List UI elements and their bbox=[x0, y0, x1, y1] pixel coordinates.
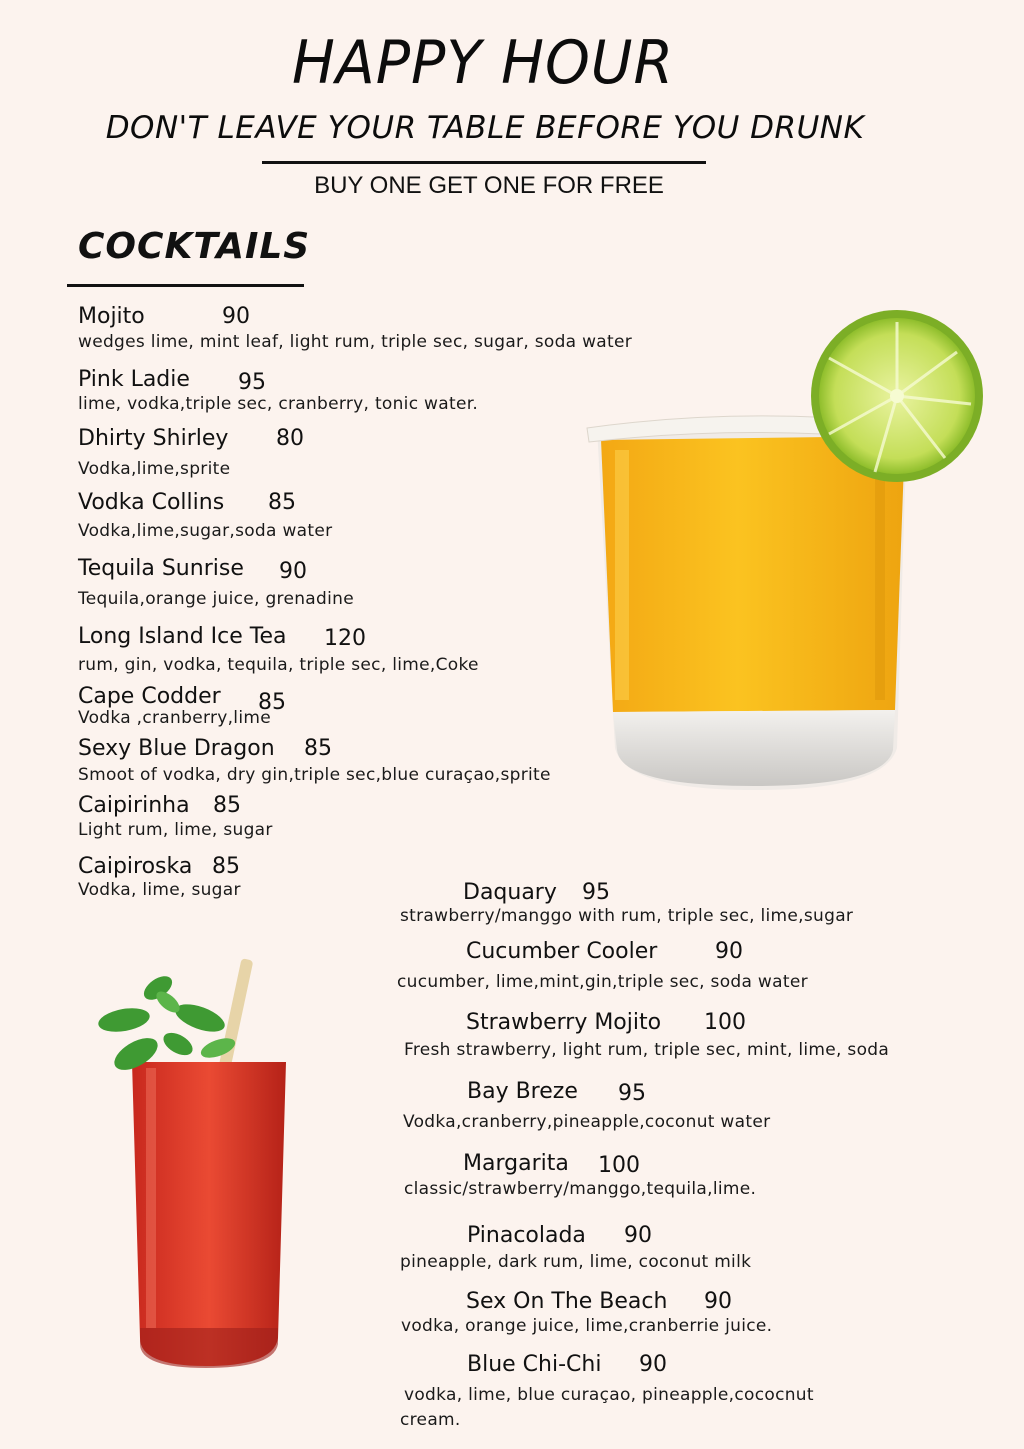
item-description: wedges lime, mint leaf, light rum, triple sec, sugar, soda water bbox=[78, 332, 633, 352]
menu-item bbox=[78, 556, 307, 584]
item-description: rum, gin, vodka, tequila, triple sec, lime,Coke bbox=[78, 655, 479, 675]
item-price: 90 bbox=[704, 1289, 732, 1314]
item-description-continued: cream. bbox=[400, 1410, 461, 1430]
page-title: HAPPY HOUR bbox=[291, 28, 675, 98]
menu-item bbox=[463, 1151, 640, 1178]
item-description: Smoot of vodka, dry gin,triple sec,blue curaçao,sprite bbox=[78, 765, 551, 785]
page-subtitle: DON'T LEAVE YOUR TABLE BEFORE YOU DRUNK bbox=[105, 110, 865, 146]
item-name: Sexy Blue Dragon bbox=[78, 736, 275, 761]
item-name: Daquary bbox=[463, 880, 557, 905]
menu-item bbox=[467, 1223, 652, 1248]
item-description: vodka, orange juice, lime,cranberrie juice. bbox=[401, 1316, 773, 1336]
menu-item bbox=[466, 1289, 732, 1314]
item-name: Pink Ladie bbox=[78, 367, 190, 392]
strawberry-mojito-image bbox=[88, 958, 298, 1378]
section-heading: COCKTAILS bbox=[78, 226, 311, 267]
menu-item bbox=[78, 426, 304, 451]
item-description: classic/strawberry/manggo,tequila,lime. bbox=[404, 1179, 757, 1199]
item-name: Caipirinha bbox=[78, 793, 190, 818]
item-name: Bay Breze bbox=[467, 1079, 578, 1104]
item-name: Cucumber Cooler bbox=[466, 939, 658, 964]
menu-item bbox=[78, 490, 296, 515]
menu-item bbox=[78, 736, 332, 761]
item-name: Tequila Sunrise bbox=[78, 556, 244, 581]
item-description: cucumber, lime,mint,gin,triple sec, soda water bbox=[397, 972, 808, 992]
menu-item bbox=[78, 367, 266, 395]
item-price: 85 bbox=[268, 490, 296, 515]
item-price: 90 bbox=[639, 1352, 667, 1377]
item-price: 85 bbox=[212, 854, 240, 879]
menu-item bbox=[466, 939, 743, 964]
item-description: Fresh strawberry, light rum, triple sec, mint, lime, soda bbox=[404, 1040, 890, 1060]
item-name: Caipiroska bbox=[78, 854, 193, 879]
item-description: vodka, lime, blue curaçao, pineapple,cococnut bbox=[404, 1385, 814, 1405]
item-price: 120 bbox=[324, 626, 366, 651]
menu-item bbox=[78, 624, 366, 651]
item-price: 90 bbox=[715, 939, 743, 964]
item-name: Long Island Ice Tea bbox=[78, 624, 287, 649]
item-name: Pinacolada bbox=[467, 1223, 586, 1248]
item-name: Strawberry Mojito bbox=[466, 1010, 662, 1035]
item-description: Vodka ,cranberry,lime bbox=[78, 708, 271, 728]
menu-item bbox=[78, 684, 286, 715]
item-name: Mojito bbox=[78, 304, 145, 329]
item-price: 85 bbox=[258, 690, 286, 715]
orange-cocktail-image bbox=[585, 300, 995, 800]
promo-text: BUY ONE GET ONE FOR FREE bbox=[314, 172, 664, 199]
item-price: 90 bbox=[279, 559, 307, 584]
item-name: Dhirty Shirley bbox=[78, 426, 229, 451]
item-price: 85 bbox=[213, 793, 241, 818]
item-description: Vodka,lime,sprite bbox=[78, 459, 231, 479]
menu-item bbox=[466, 1010, 746, 1035]
menu-item bbox=[78, 793, 241, 818]
item-description: Vodka, lime, sugar bbox=[78, 880, 241, 900]
item-price: 90 bbox=[624, 1223, 652, 1248]
item-name: Margarita bbox=[463, 1151, 569, 1176]
item-description: strawberry/manggo with rum, triple sec, lime,sugar bbox=[400, 906, 854, 926]
menu-item bbox=[463, 880, 610, 905]
header-divider bbox=[262, 161, 706, 164]
item-price: 95 bbox=[618, 1081, 646, 1106]
menu-item bbox=[467, 1079, 646, 1106]
item-price: 100 bbox=[598, 1153, 640, 1178]
item-price: 85 bbox=[304, 736, 332, 761]
menu-item bbox=[78, 304, 250, 329]
item-price: 90 bbox=[222, 304, 250, 329]
item-price: 80 bbox=[276, 426, 304, 451]
item-price: 95 bbox=[582, 880, 610, 905]
item-name: Vodka Collins bbox=[78, 490, 225, 515]
menu-item bbox=[78, 854, 240, 879]
item-price: 100 bbox=[704, 1010, 746, 1035]
item-description: pineapple, dark rum, lime, coconut milk bbox=[400, 1252, 752, 1272]
menu-item bbox=[467, 1352, 667, 1377]
item-description: Tequila,orange juice, grenadine bbox=[78, 589, 354, 609]
item-description: Light rum, lime, sugar bbox=[78, 820, 273, 840]
item-description: Vodka,cranberry,pineapple,coconut water bbox=[403, 1112, 771, 1132]
item-price: 95 bbox=[238, 370, 266, 395]
item-name: Cape Codder bbox=[78, 684, 221, 709]
item-name: Sex On The Beach bbox=[466, 1289, 668, 1314]
section-divider bbox=[67, 284, 304, 287]
item-description: Vodka,lime,sugar,soda water bbox=[78, 521, 333, 541]
item-description: lime, vodka,triple sec, cranberry, tonic water. bbox=[78, 394, 479, 414]
item-name: Blue Chi-Chi bbox=[467, 1352, 602, 1377]
